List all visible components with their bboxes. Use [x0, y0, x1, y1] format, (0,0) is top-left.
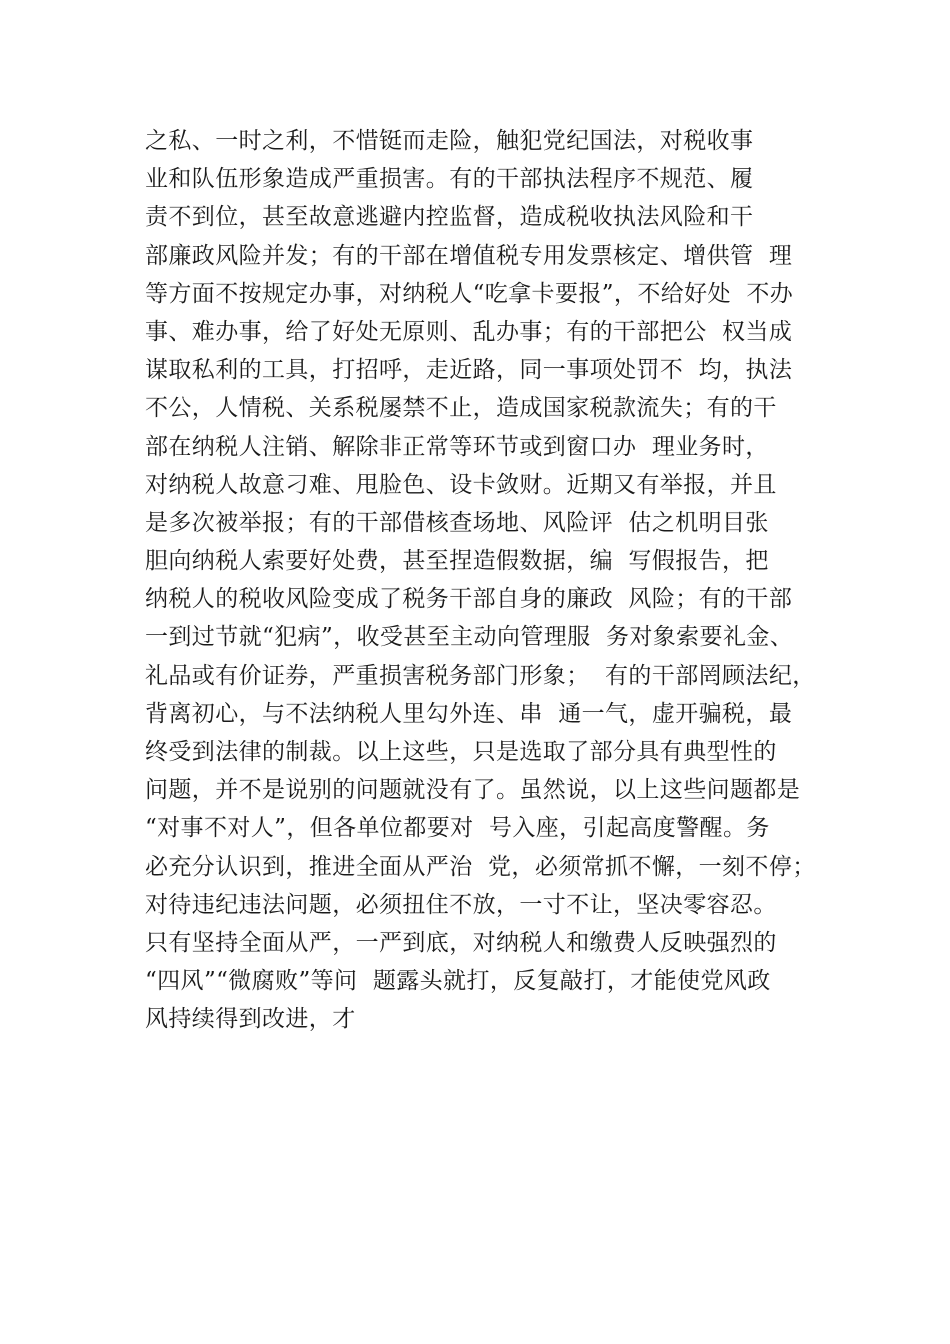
text-line: 一到过节就“犯病”，收受甚至主动向管理服 务对象索要礼金、	[145, 624, 794, 651]
text-line: 背离初心，与不法纳税人里勾外连、串 通一气，虚开骗税，最	[145, 700, 793, 727]
text-line: 胆向纳税人索要好处费，甚至捏造假数据，编 写假报告，把	[145, 548, 769, 575]
text-line: 部廉政风险并发；有的干部在增值税专用发票核定、增供管 理	[145, 242, 793, 269]
text-line: 终受到法律的制裁。以上这些，只是选取了部分具有典型性的	[145, 739, 777, 765]
text-line: 必充分认识到，推进全面从严治 党，必须常抓不懈，一刻不停；	[145, 853, 816, 880]
text-line: 只有坚持全面从严，一严到底，对纳税人和缴费人反映强烈的	[145, 929, 777, 956]
text-line: “对事不对人”，但各单位都要对 号入座，引起高度警醒。务	[145, 815, 770, 842]
text-line: 问题，并不是说别的问题就没有了。虽然说，以上这些问题都是	[145, 777, 801, 804]
body-paragraph	[145, 122, 845, 1039]
text-line: 事、难办事，给了好处无原则、乱办事；有的干部把公 权当成	[145, 318, 793, 345]
text-line: 责不到位，甚至故意逃避内控监督，造成税收执法风险和干	[145, 204, 754, 231]
text-line: 之私、一时之利，不惜铤而走险，触犯党纪国法，对税收事	[145, 128, 754, 154]
text-line: 风持续得到改进，才	[145, 1006, 356, 1033]
text-line: 部在纳税人注销、解除非正常等环节或到窗口办 理业务时，	[145, 433, 769, 460]
text-line: 是多次被举报；有的干部借核查场地、风险评 估之机明目张	[145, 509, 769, 536]
text-line: 等方面不按规定办事，对纳税人“吃拿卡要报”，不给好处 不办	[145, 280, 794, 307]
text-line: 不公，人情税、关系税屡禁不止，造成国家税款流失；有的干	[145, 395, 777, 422]
text-line: “四风”“微腐败”等问 题露头就打，反复敲打，才能使党风政	[145, 968, 771, 995]
text-line: 对纳税人故意刁难、甩脸色、设卡敛财。近期又有举报，并且	[145, 471, 777, 498]
text-line: 礼品或有价证券，严重损害税务部门形象； 有的干部罔顾法纪，	[145, 662, 816, 689]
text-line: 纳税人的税收风险变成了税务干部自身的廉政 风险；有的干部	[145, 586, 793, 613]
text-line: 谋取私利的工具，打招呼，走近路，同一事项处罚不 均，执法	[145, 357, 793, 384]
text-line: 对待违纪违法问题，必须扭住不放，一寸不让，坚决零容忍。	[145, 891, 777, 918]
text-line: 业和队伍形象造成严重损害。有的干部执法程序不规范、履	[145, 166, 754, 193]
